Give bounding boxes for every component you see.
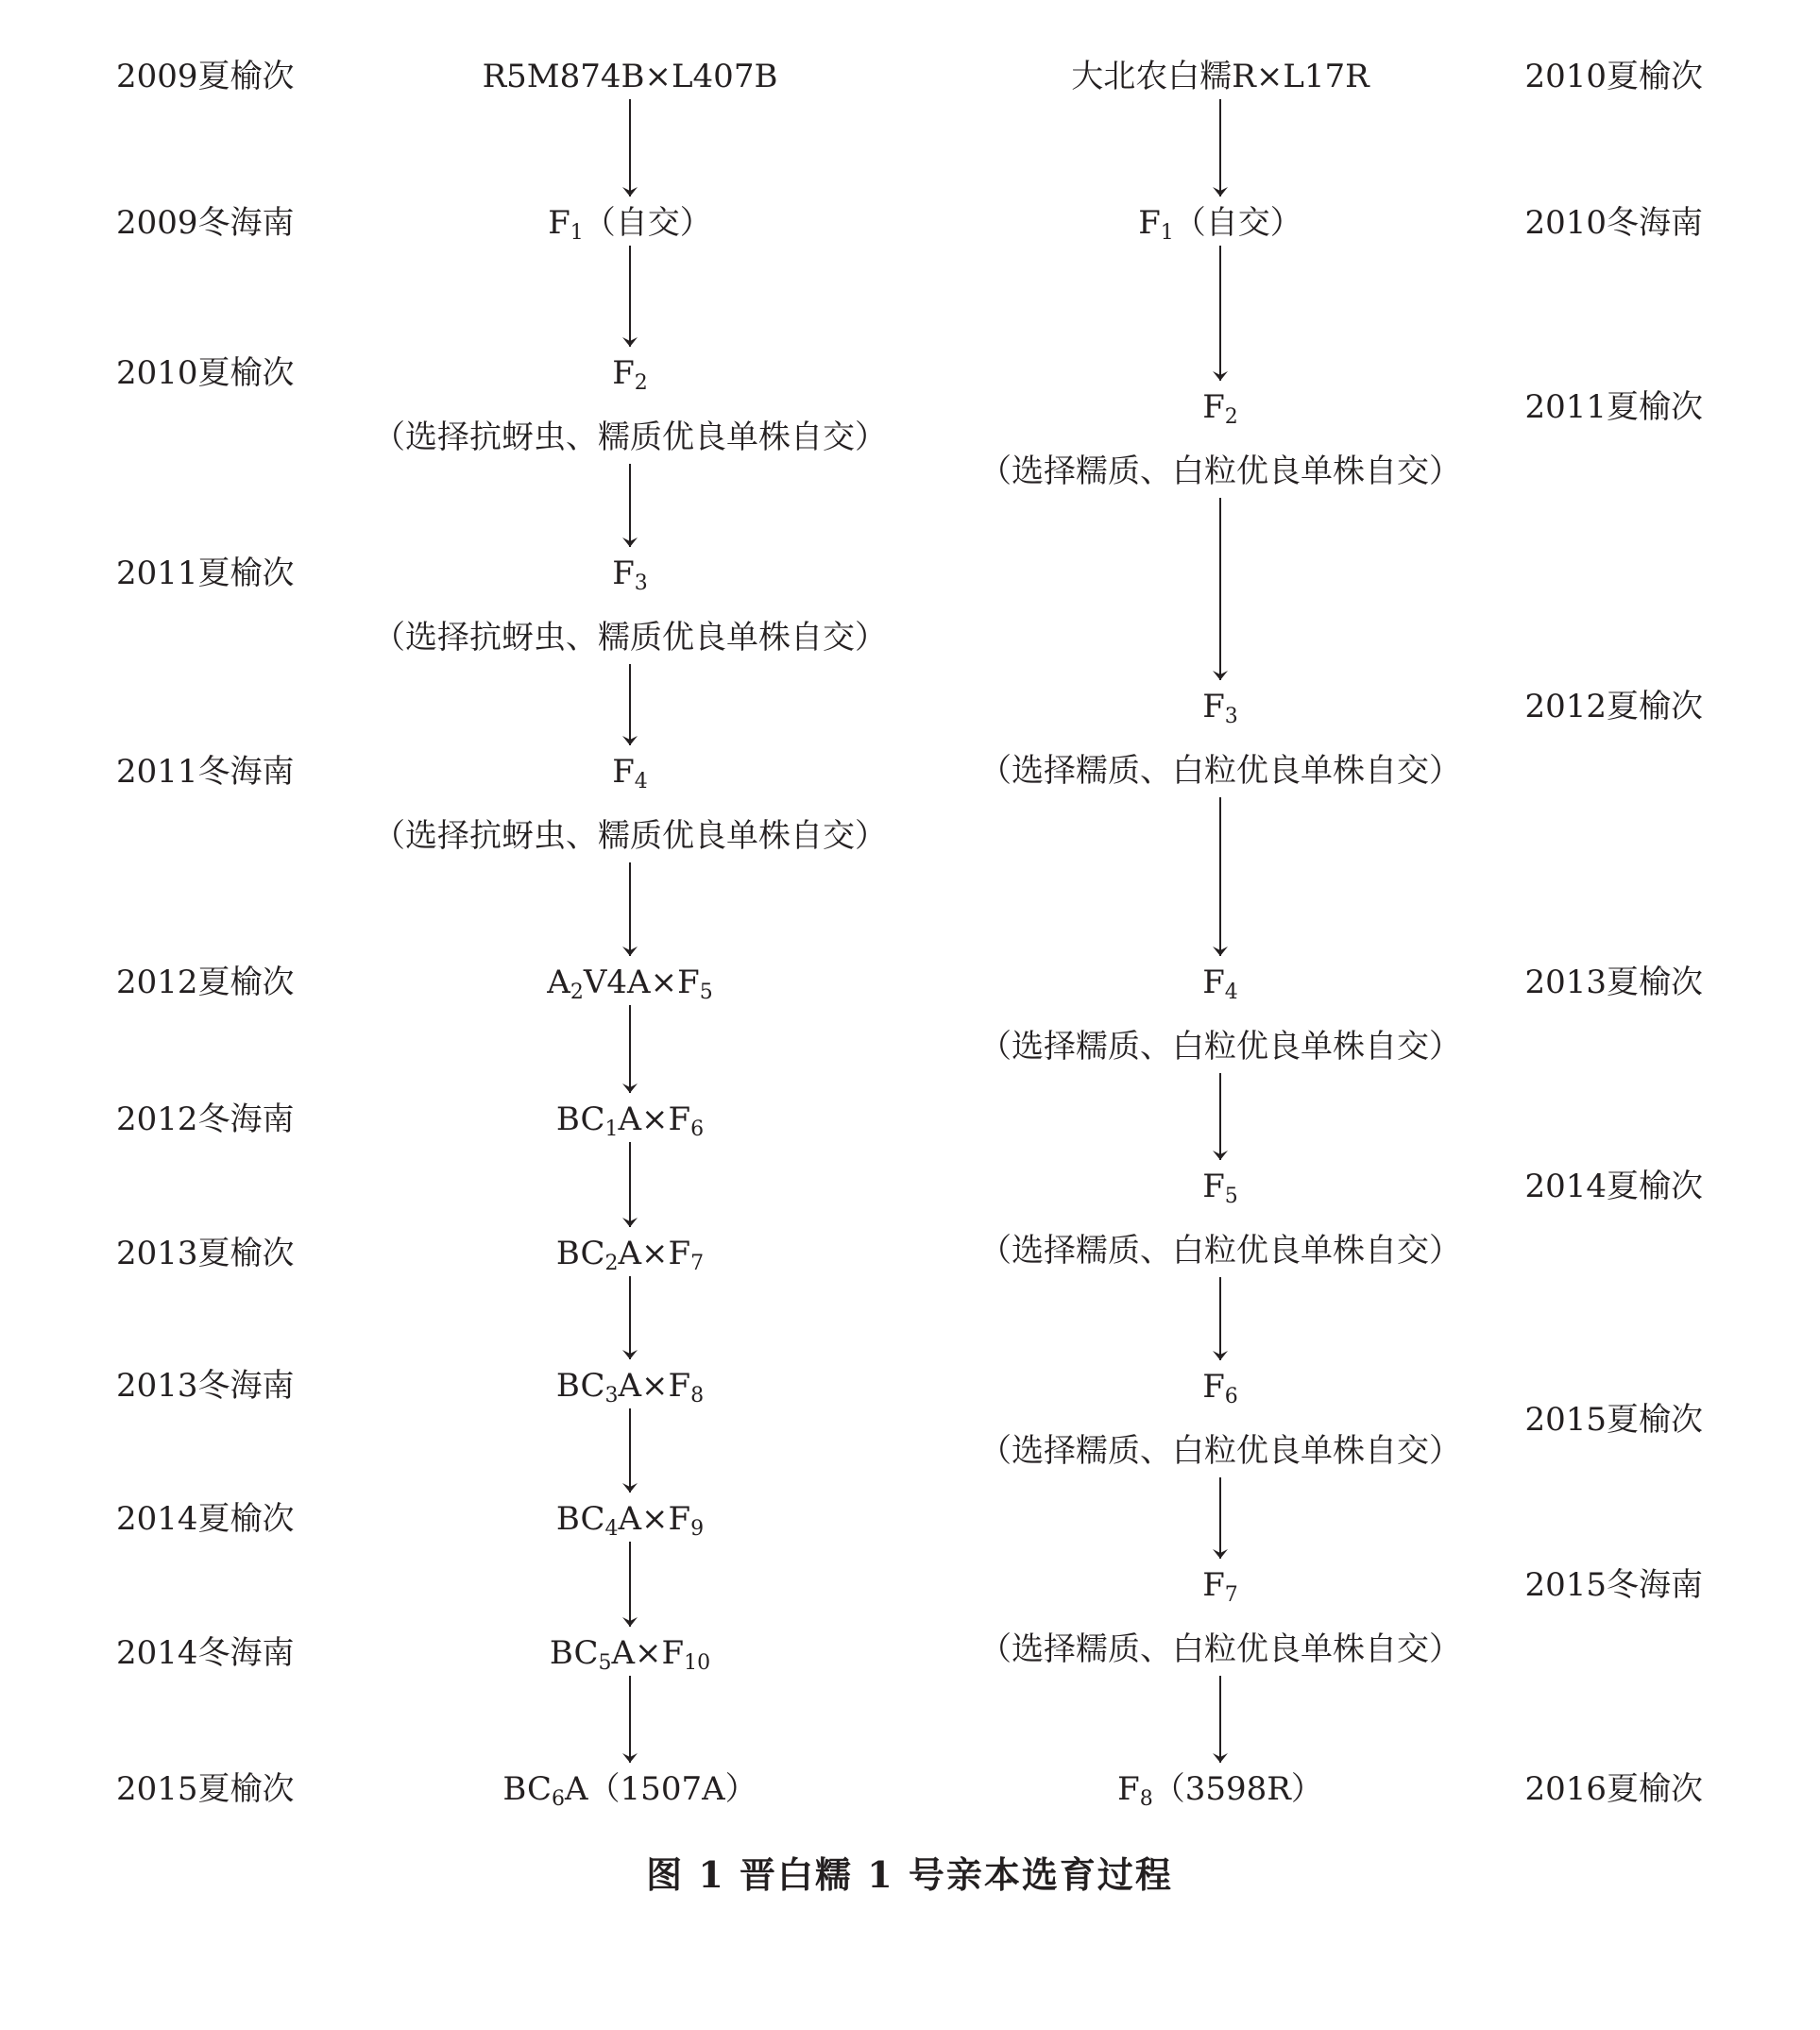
left-note-4: （选择抗蚜虫、糯质优良单株自交） [373, 619, 887, 657]
right-season-7: 2015夏榆次 [1524, 1401, 1703, 1439]
right-step-9-subscript: 8 [1139, 1787, 1153, 1811]
left-step-8 [555, 1235, 705, 1275]
left-step-5-main: F [612, 753, 635, 791]
left-step-7-tail: A×F [618, 1100, 691, 1138]
left-step-3-main: F [612, 354, 635, 392]
right-season-3: 2011夏榆次 [1524, 388, 1703, 426]
left-step-4 [612, 554, 648, 595]
left-season-4: 2011夏榆次 [116, 554, 295, 592]
left-step-3 [612, 354, 648, 395]
right-season-4: 2012夏榆次 [1524, 688, 1703, 725]
left-step-8-main: BC [555, 1235, 605, 1272]
right-step-9-main: F [1117, 1770, 1140, 1808]
left-step-10-main: BC [555, 1500, 605, 1538]
right-step-4-main: F [1202, 688, 1225, 725]
right-step-9 [1117, 1770, 1323, 1811]
left-step-6 [547, 964, 713, 1004]
right-step-3-main: F [1202, 388, 1225, 426]
left-step-11-subscript: 5 [598, 1651, 612, 1675]
right-season-6: 2014夏榆次 [1524, 1168, 1703, 1205]
left-step-9-main: BC [555, 1367, 605, 1405]
right-season-9: 2016夏榆次 [1524, 1770, 1703, 1808]
left-step-2-tail: （自交） [583, 204, 712, 242]
left-step-12 [502, 1770, 757, 1811]
left-step-2-subscript: 1 [570, 221, 584, 245]
left-step-4-subscript: 3 [634, 571, 648, 595]
right-step-8 [1202, 1566, 1238, 1607]
right-step-6 [1202, 1168, 1238, 1208]
left-season-3: 2010夏榆次 [116, 354, 295, 392]
right-step-3 [1202, 388, 1238, 429]
right-step-1 [1071, 58, 1369, 95]
right-step-6-subscript: 5 [1224, 1185, 1238, 1208]
left-step-6-subscript: 2 [570, 981, 584, 1004]
right-note-3: （选择糯质、白粒优良单株自交） [979, 452, 1461, 490]
left-step-7-subscript: 1 [604, 1117, 619, 1141]
left-season-11: 2014冬海南 [116, 1634, 295, 1672]
right-step-2 [1138, 204, 1302, 245]
left-season-12: 2015夏榆次 [116, 1770, 295, 1808]
left-step-1 [483, 58, 778, 95]
left-step-9-subscript: 3 [604, 1384, 619, 1407]
right-step-1-main: 大北农白糯R×L17R [1071, 58, 1369, 95]
left-step-7-main: BC [555, 1100, 605, 1138]
left-step-6-subscript-2: 5 [699, 981, 713, 1004]
left-step-7-subscript-2: 6 [690, 1117, 705, 1141]
left-step-10-tail: A×F [618, 1500, 691, 1538]
left-step-9-tail: A×F [618, 1367, 691, 1405]
left-step-6-main: A [547, 964, 570, 1001]
right-step-2-tail: （自交） [1173, 204, 1302, 242]
left-note-5: （选择抗蚜虫、糯质优良单株自交） [373, 817, 887, 855]
left-step-5 [612, 753, 648, 791]
right-step-7-main: F [1202, 1368, 1225, 1406]
left-season-7: 2012冬海南 [116, 1100, 295, 1138]
right-step-8-main: F [1202, 1566, 1225, 1604]
left-step-9-subscript-2: 8 [690, 1384, 705, 1407]
right-step-9-tail: （3598R） [1152, 1770, 1323, 1808]
left-step-8-subscript-2: 7 [690, 1252, 705, 1275]
left-season-10: 2014夏榆次 [116, 1500, 295, 1538]
left-season-6: 2012夏榆次 [116, 964, 295, 1001]
left-step-9 [556, 1367, 704, 1405]
left-step-12-main: BC [502, 1770, 552, 1808]
left-step-2-main: F [548, 204, 570, 242]
left-step-12-tail: A（1507A） [565, 1770, 757, 1808]
right-note-5: （选择糯质、白粒优良单株自交） [979, 1028, 1461, 1066]
left-step-6-tail: V4A×F [583, 964, 700, 1001]
right-season-1: 2010夏榆次 [1524, 58, 1703, 95]
right-note-7: （选择糯质、白粒优良单株自交） [979, 1432, 1461, 1470]
left-step-11-subscript-2: 10 [684, 1651, 711, 1675]
right-step-5-main: F [1202, 964, 1225, 1001]
left-step-10 [555, 1500, 705, 1541]
left-step-11-main: BC [549, 1634, 599, 1672]
right-step-2-subscript: 1 [1160, 221, 1174, 245]
left-step-8-subscript: 2 [604, 1252, 619, 1275]
right-note-6: （选择糯质、白粒优良单株自交） [979, 1232, 1461, 1270]
right-step-2-main: F [1138, 204, 1161, 242]
left-step-11 [549, 1634, 711, 1675]
right-step-5-subscript: 4 [1224, 981, 1238, 1004]
left-step-12-subscript: 6 [552, 1787, 565, 1811]
left-season-5: 2011冬海南 [116, 753, 295, 791]
right-step-5 [1202, 964, 1238, 1004]
figure-caption: 图 1 晋白糯 1 号亲本选育过程 [646, 1853, 1173, 1896]
left-step-3-subscript: 2 [634, 371, 648, 395]
left-step-8-tail: A×F [618, 1235, 691, 1272]
right-step-6-main: F [1202, 1168, 1225, 1205]
left-step-1-main: R5M874B×L407B [482, 58, 778, 95]
left-step-10-subscript: 4 [604, 1517, 619, 1541]
right-step-8-subscript: 7 [1224, 1583, 1238, 1607]
right-season-2: 2010冬海南 [1524, 204, 1703, 242]
right-note-8: （选择糯质、白粒优良单株自交） [979, 1630, 1461, 1668]
right-note-4: （选择糯质、白粒优良单株自交） [979, 752, 1461, 790]
left-season-9: 2013冬海南 [116, 1367, 295, 1405]
right-step-4-subscript: 3 [1224, 705, 1238, 728]
left-step-4-main: F [612, 554, 635, 592]
left-step-2 [548, 204, 712, 245]
right-step-4 [1202, 688, 1238, 728]
left-step-7 [555, 1100, 705, 1141]
left-season-2: 2009冬海南 [116, 204, 295, 242]
left-step-5-subscript: 4 [634, 770, 648, 793]
right-step-7-subscript: 6 [1224, 1385, 1238, 1408]
left-season-8: 2013夏榆次 [116, 1235, 295, 1272]
left-step-10-subscript-2: 9 [690, 1517, 705, 1541]
right-season-8: 2015冬海南 [1524, 1566, 1703, 1604]
left-step-11-tail: A×F [611, 1634, 685, 1672]
right-step-7 [1202, 1368, 1238, 1406]
left-season-1: 2009夏榆次 [116, 58, 295, 95]
left-note-3: （选择抗蚜虫、糯质优良单株自交） [373, 418, 887, 456]
right-season-5: 2013夏榆次 [1524, 964, 1703, 1001]
right-step-3-subscript: 2 [1224, 405, 1238, 429]
